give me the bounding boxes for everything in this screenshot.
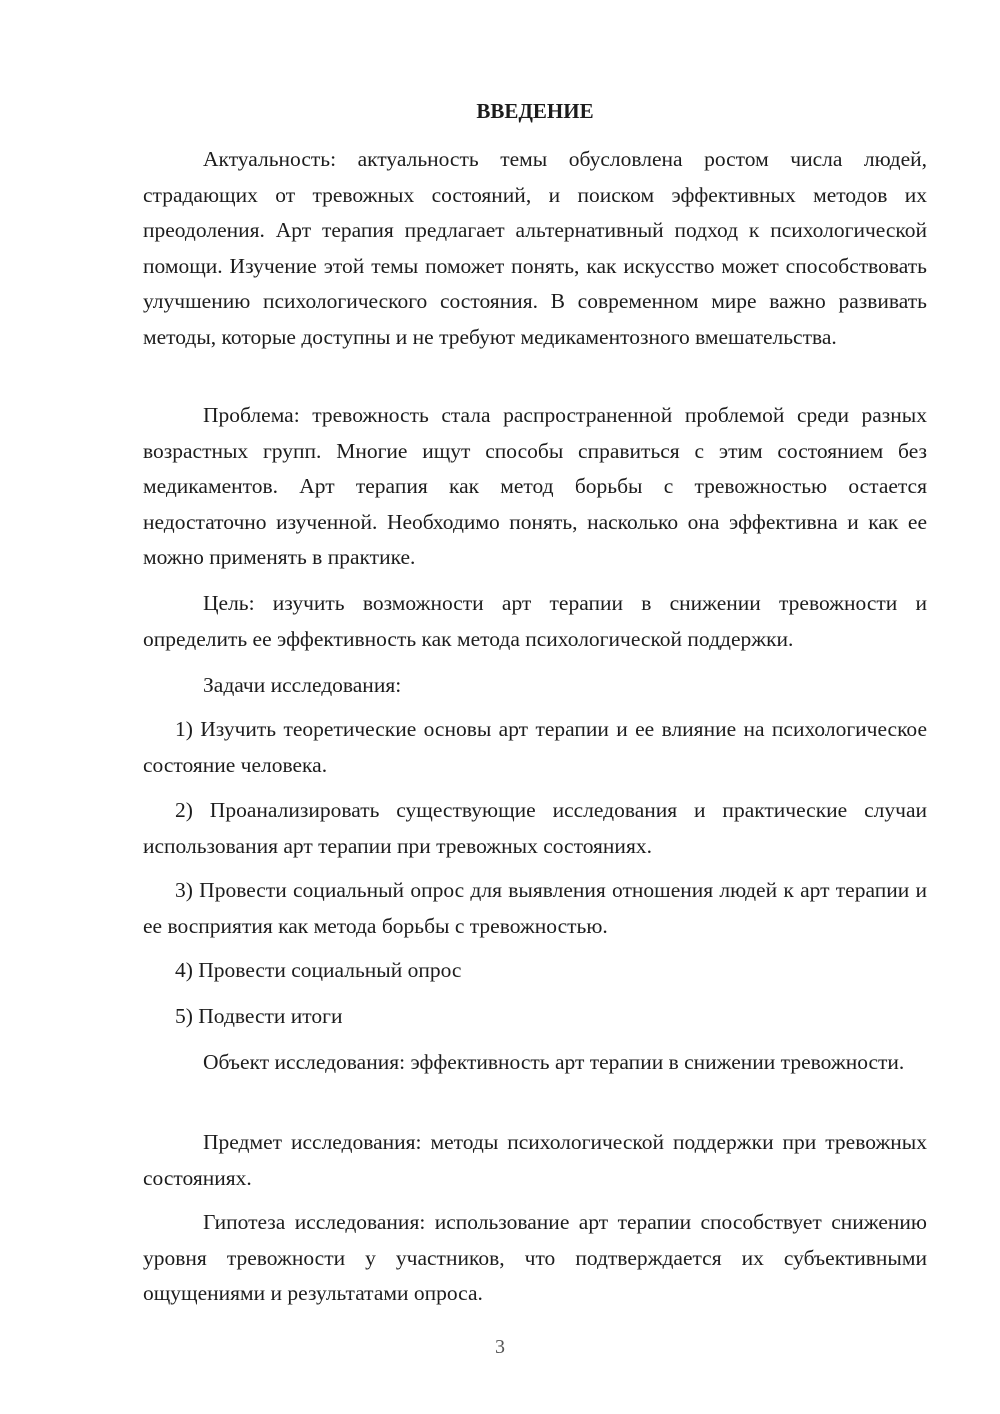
- problem-section: [143, 398, 927, 576]
- task-2-section: [143, 793, 927, 864]
- subject-paragraph: Предмет исследования: методы психологической поддержки при тревожных состояниях.: [143, 1130, 927, 1190]
- hypothesis-section: [143, 1205, 927, 1312]
- task-item-3: 3) Провести социальный опрос для выявления отношения людей к арт терапии и ее восприятия как метода борьбы с тревожностью.: [143, 878, 927, 938]
- subject-section: [143, 1125, 927, 1196]
- page-number: 3: [495, 1336, 505, 1358]
- task-item-2: 2) Проанализировать существующие исследования и практические случаи использования арт терапии при тревожных состояниях.: [143, 798, 927, 858]
- task-item-5: 5) Подвести итоги: [175, 1004, 343, 1028]
- task-4-section: [143, 953, 927, 989]
- task-1-section: [143, 712, 927, 783]
- goal-section: [143, 586, 927, 657]
- task-5-section: [143, 999, 927, 1035]
- relevance-section: [143, 142, 927, 355]
- tasks-heading-section: [143, 668, 927, 704]
- problem-paragraph: Проблема: тревожность стала распространенной проблемой среди разных возрастных групп. Многие ищут способы справиться с этим состоянием без медикаментов. Арт терапия как метод борьбы с тревожностью остается недостаточно изученной. Необходимо понять, насколько она эффективна и как ее можно применять в практике.: [143, 403, 927, 569]
- object-section: [143, 1045, 927, 1081]
- relevance-paragraph: Актуальность: актуальность темы обусловлена ростом числа людей, страдающих от тревожных состояний, и поиском эффективных методов их преодоления. Арт терапия предлагает альтернативный подход к психологической помощи. Изучение этой темы поможет понять, как искусство может способствовать улучшению психологического состояния. В современном мире важно развивать методы, которые доступны и не требуют медикаментозного вмешательства.: [143, 147, 927, 349]
- object-paragraph: Объект исследования: эффективность арт терапии в снижении тревожности.: [203, 1050, 905, 1074]
- tasks-heading: Задачи исследования:: [203, 673, 402, 697]
- hypothesis-paragraph: Гипотеза исследования: использование арт терапии способствует снижению уровня тревожности у участников, что подтверждается их субъективными ощущениями и результатами опроса.: [143, 1210, 927, 1305]
- page-title: ВВЕДЕНИЕ: [476, 99, 594, 123]
- task-3-section: [143, 873, 927, 944]
- task-item-4: 4) Провести социальный опрос: [175, 958, 462, 982]
- task-item-1: 1) Изучить теоретические основы арт терапии и ее влияние на психологическое состояние человека.: [143, 717, 927, 777]
- goal-paragraph: Цель: изучить возможности арт терапии в снижении тревожности и определить ее эффективность как метода психологической поддержки.: [143, 591, 927, 651]
